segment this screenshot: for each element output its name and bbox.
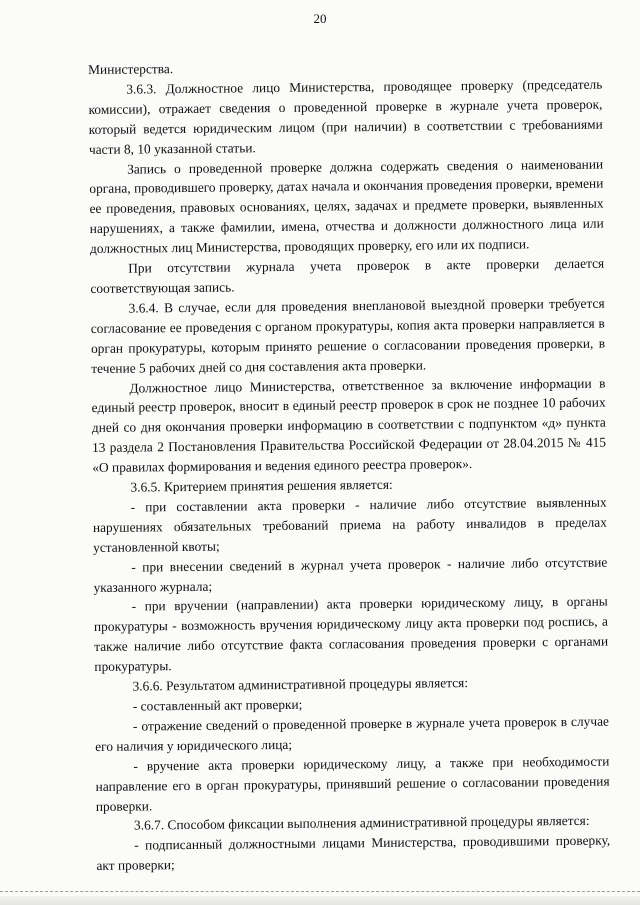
scan-edge <box>0 896 640 905</box>
paragraph: 3.6.5. Критерием принятия решения является: <box>130 476 393 495</box>
paragraph: Министерства. <box>88 61 174 77</box>
paragraph: 3.6.7. Способом фиксации выполнения административной процедуры является: <box>133 813 590 833</box>
list-item: - составленный акт проверки; <box>132 696 303 714</box>
page-bottom-divider <box>0 891 640 892</box>
paragraph: 3.6.3. Должностное лицо Министерства, проводящее проверку (председатель комиссии), отражает сведения о проведенной проверке в журнале учета проверок, который ведется юридическим лицом (при наличии) в соответствии с требованиями части 8, 10 указанной статьи. <box>88 76 603 157</box>
paragraph: При отсутствии журнала учета проверок в акте проверки делается соответствующая запись. <box>90 255 605 296</box>
list-item: - при вручении (направлении) акта проверки юридическому лицу, в органы прокуратуры - возможность вручения юридическому лицу акта проверки под роспись, а также наличие либо отсутствие факта согласования проведения проверки с органами прокуратуры. <box>93 594 609 675</box>
page-number: 20 <box>313 11 327 26</box>
paragraph: Должностное лицо Министерства, ответственное за включение информации в единый реестр проверок, вносит в единый реестр проверок в срок не позднее 10 рабочих дней со дня окончания проверки информацию в соответствии с подпунктом «д» пункта 13 раздела 2 Постановления Правительства Российской Федерации от 28.04.2015 № 415 «О правилах формирования и ведения единого реестра проверок». <box>91 375 607 476</box>
document-body <box>88 55 611 876</box>
list-item: - отражение сведений о проведенной проверке в журнале учета проверок в случае его наличия у юридического лица; <box>95 713 610 754</box>
paragraph: Запись о проведенной проверке должна содержать сведения о наименовании органа, проводившего проверку, датах начала и окончания проведения проверки, времени ее проведения, правовых основаниях, целях, задачах и предмете проверки, выявленных нарушениях, а также фамилии, имена, отчества и должности должностного лица или должностных лиц Министерства, проводящих проверку, его или их подписи. <box>89 156 604 257</box>
list-item: - подписанный должностными лицами Министерства, проводившими проверку, акт проверки; <box>96 832 611 874</box>
list-item: - при составлении акта проверки - наличие либо отсутствие выявленных нарушениях обязательных требований приема на работу инвалидов в пределах установленной квоты; <box>92 494 607 555</box>
list-item: - вручение акта проверки юридическому лицу, а также при необходимости направление его в орган прокуратуры, принявший решение о согласовании проведения проверки. <box>95 753 610 814</box>
paragraph: 3.6.4. В случае, если для проведения внеплановой выездной проверки требуется согласование ее проведения с органом прокуратуры, копия акта проверки направляется в орган прокуратуры, которым принято решение о согласовании проведения проверки, в течение 5 рабочих дней со дня составления акта проверки. <box>90 295 606 376</box>
paragraph: 3.6.6. Результатом административной процедуры является: <box>132 675 469 694</box>
list-item: - при внесении сведений в журнал учета проверок - наличие либо отсутствие указанного журнала; <box>93 554 608 595</box>
